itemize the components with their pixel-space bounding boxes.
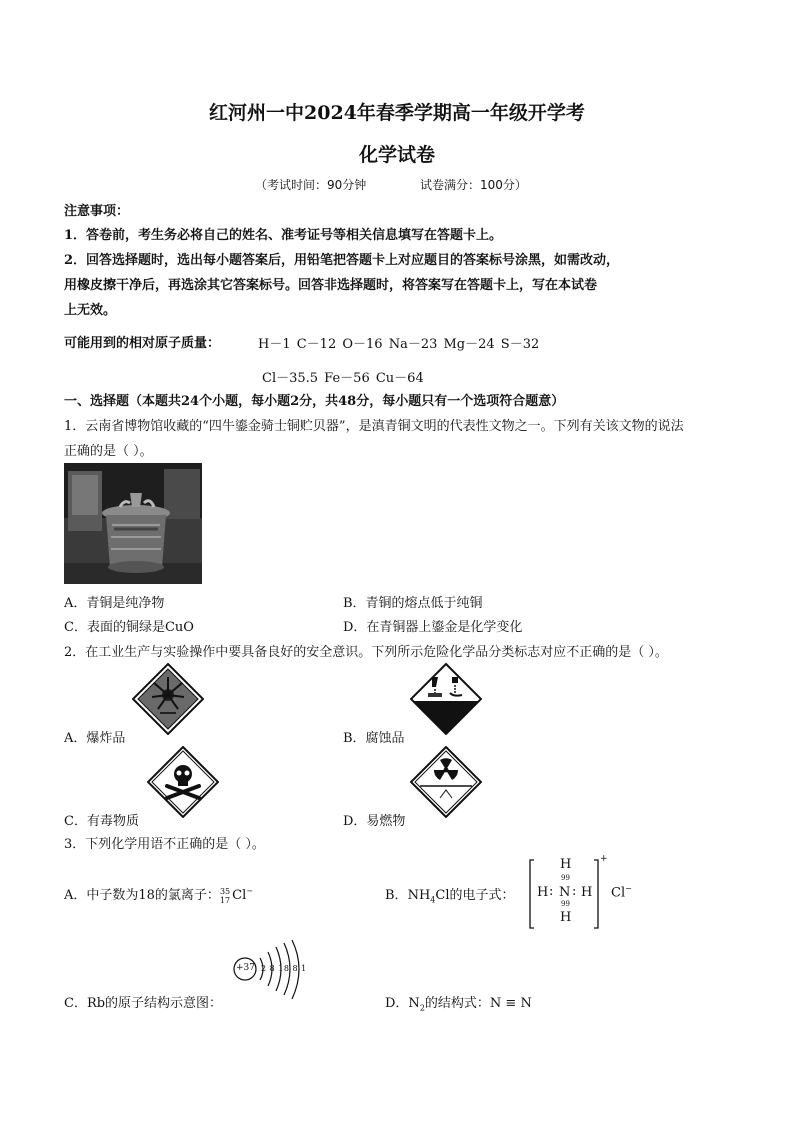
corrosive-hazard-icon: [410, 663, 482, 735]
note-item-2-line-1: 2．回答选择题时，选出每小题答案后，用铅笔把答题卡上对应题目的答案标号涂黑，如需改动，: [64, 253, 620, 268]
ammonium-charge: +: [600, 854, 608, 864]
notes-heading: 注意事项：: [64, 204, 130, 219]
chlorine-symbol: Cl: [232, 888, 247, 903]
q3-option-b-prefix: B．: [385, 888, 408, 903]
dot-h-right: H: [581, 885, 593, 900]
q1-stem-line-2: 正确的是（ ）。: [64, 444, 153, 459]
colon-left: :: [549, 884, 554, 899]
dots-lower: 99: [561, 900, 570, 908]
q1-option-b: B．青铜的熔点低于纯铜: [343, 596, 483, 611]
explosive-hazard-icon: [132, 663, 204, 735]
dot-h-bottom: H: [560, 910, 572, 925]
q1-option-d: D．在青铜器上鎏金是化学变化: [343, 620, 523, 635]
dots-upper: 99: [561, 874, 570, 882]
chlorine-isotope-numbers: [220, 887, 230, 905]
q1-option-a: A．青铜是纯净物: [64, 596, 165, 611]
note-item-1: 1．答卷前，考生务必将自己的姓名、准考证号等相关信息填写在答题卡上。: [64, 228, 503, 243]
exam-time: （考试时间：90分钟: [255, 178, 367, 192]
chloride-symbol: Cl: [611, 885, 626, 901]
formula-nh: NH: [407, 888, 431, 903]
q1-option-c: C．表面的铜绿是CuO: [64, 620, 194, 635]
formula-rest: Cl的电子式：: [435, 888, 515, 903]
note-item-2-line-2: 用橡皮擦干净后，再选涂其它答案标号。回答非选择题时，将答案写在答题卡上，写在本试卷: [64, 278, 598, 293]
rubidium-nucleus-label: +37: [236, 963, 255, 973]
mass-number: 35: [219, 886, 231, 896]
chlorine-charge: −: [246, 886, 253, 896]
atomic-masses-line-1: H－1 C－12 O－16 Na－23 Mg－24 S－32: [258, 337, 540, 352]
q3-option-a: [64, 884, 253, 905]
dot-h-left: H: [537, 885, 549, 900]
section-heading: 一、选择题（本题共24个小题，每小题2分，共48分，每小题只有一个选项符合题意）: [64, 394, 565, 409]
full-score: 试卷满分：100分）: [420, 178, 527, 192]
nitrogen-subscript: 2: [419, 1003, 425, 1013]
bronze-cowrie-container-photo: [64, 463, 202, 584]
q3-option-a-prefix: A．中子数为18的氯离子：: [64, 888, 220, 903]
q3-option-b-label: [385, 884, 514, 905]
q2-option-c: C．有毒物质: [64, 814, 139, 829]
rubidium-shell-counts: 2 8 18 8 1: [261, 964, 307, 973]
atomic-masses-line-2: Cl－35.5 Fe－56 Cu－64: [262, 371, 424, 386]
atomic-masses-label: 可能用到的相对原子质量：: [64, 336, 221, 351]
colon-right: :: [572, 884, 577, 899]
dot-h-top: H: [560, 857, 572, 872]
exam-subtitle: 化学试卷: [358, 144, 435, 166]
q3-option-d-prefix: D．N: [385, 996, 420, 1011]
dot-n-center: N: [559, 885, 571, 900]
q2-stem: 2．在工业生产与实验操作中要具备良好的安全意识。下列所示危险化学品分类标志对应不正确的是（ ）。: [64, 645, 668, 660]
formula-subscript-4: 4: [430, 895, 436, 905]
q2-option-a: A．爆炸品: [64, 731, 126, 746]
q3-option-d: [385, 992, 532, 1013]
skull-crossbones-icon: [147, 746, 219, 818]
q1-stem-line-1: 1．云南省博物馆收藏的“四牛鎏金骑士铜贮贝器”，是滇青铜文明的代表性文物之一。下列有关该文物的说法: [64, 419, 684, 434]
q3-option-c: C．Rb的原子结构示意图：: [64, 996, 223, 1011]
nitrogen-structural-formula: 的结构式：N ≡ N: [424, 996, 532, 1011]
atomic-number: 17: [219, 895, 231, 905]
q3-stem: 3．下列化学用语不正确的是（ ）。: [64, 837, 265, 852]
q2-option-b: B．腐蚀品: [343, 731, 405, 746]
chloride-anion: [611, 884, 632, 900]
chloride-charge: −: [625, 884, 632, 893]
q2-option-d: D．易燃物: [343, 814, 406, 829]
note-item-2-line-3: 上无效。: [64, 303, 117, 318]
radioactive-hazard-icon: [410, 746, 482, 818]
exam-title: 红河州一中2024年春季学期高一年级开学考: [209, 102, 585, 124]
